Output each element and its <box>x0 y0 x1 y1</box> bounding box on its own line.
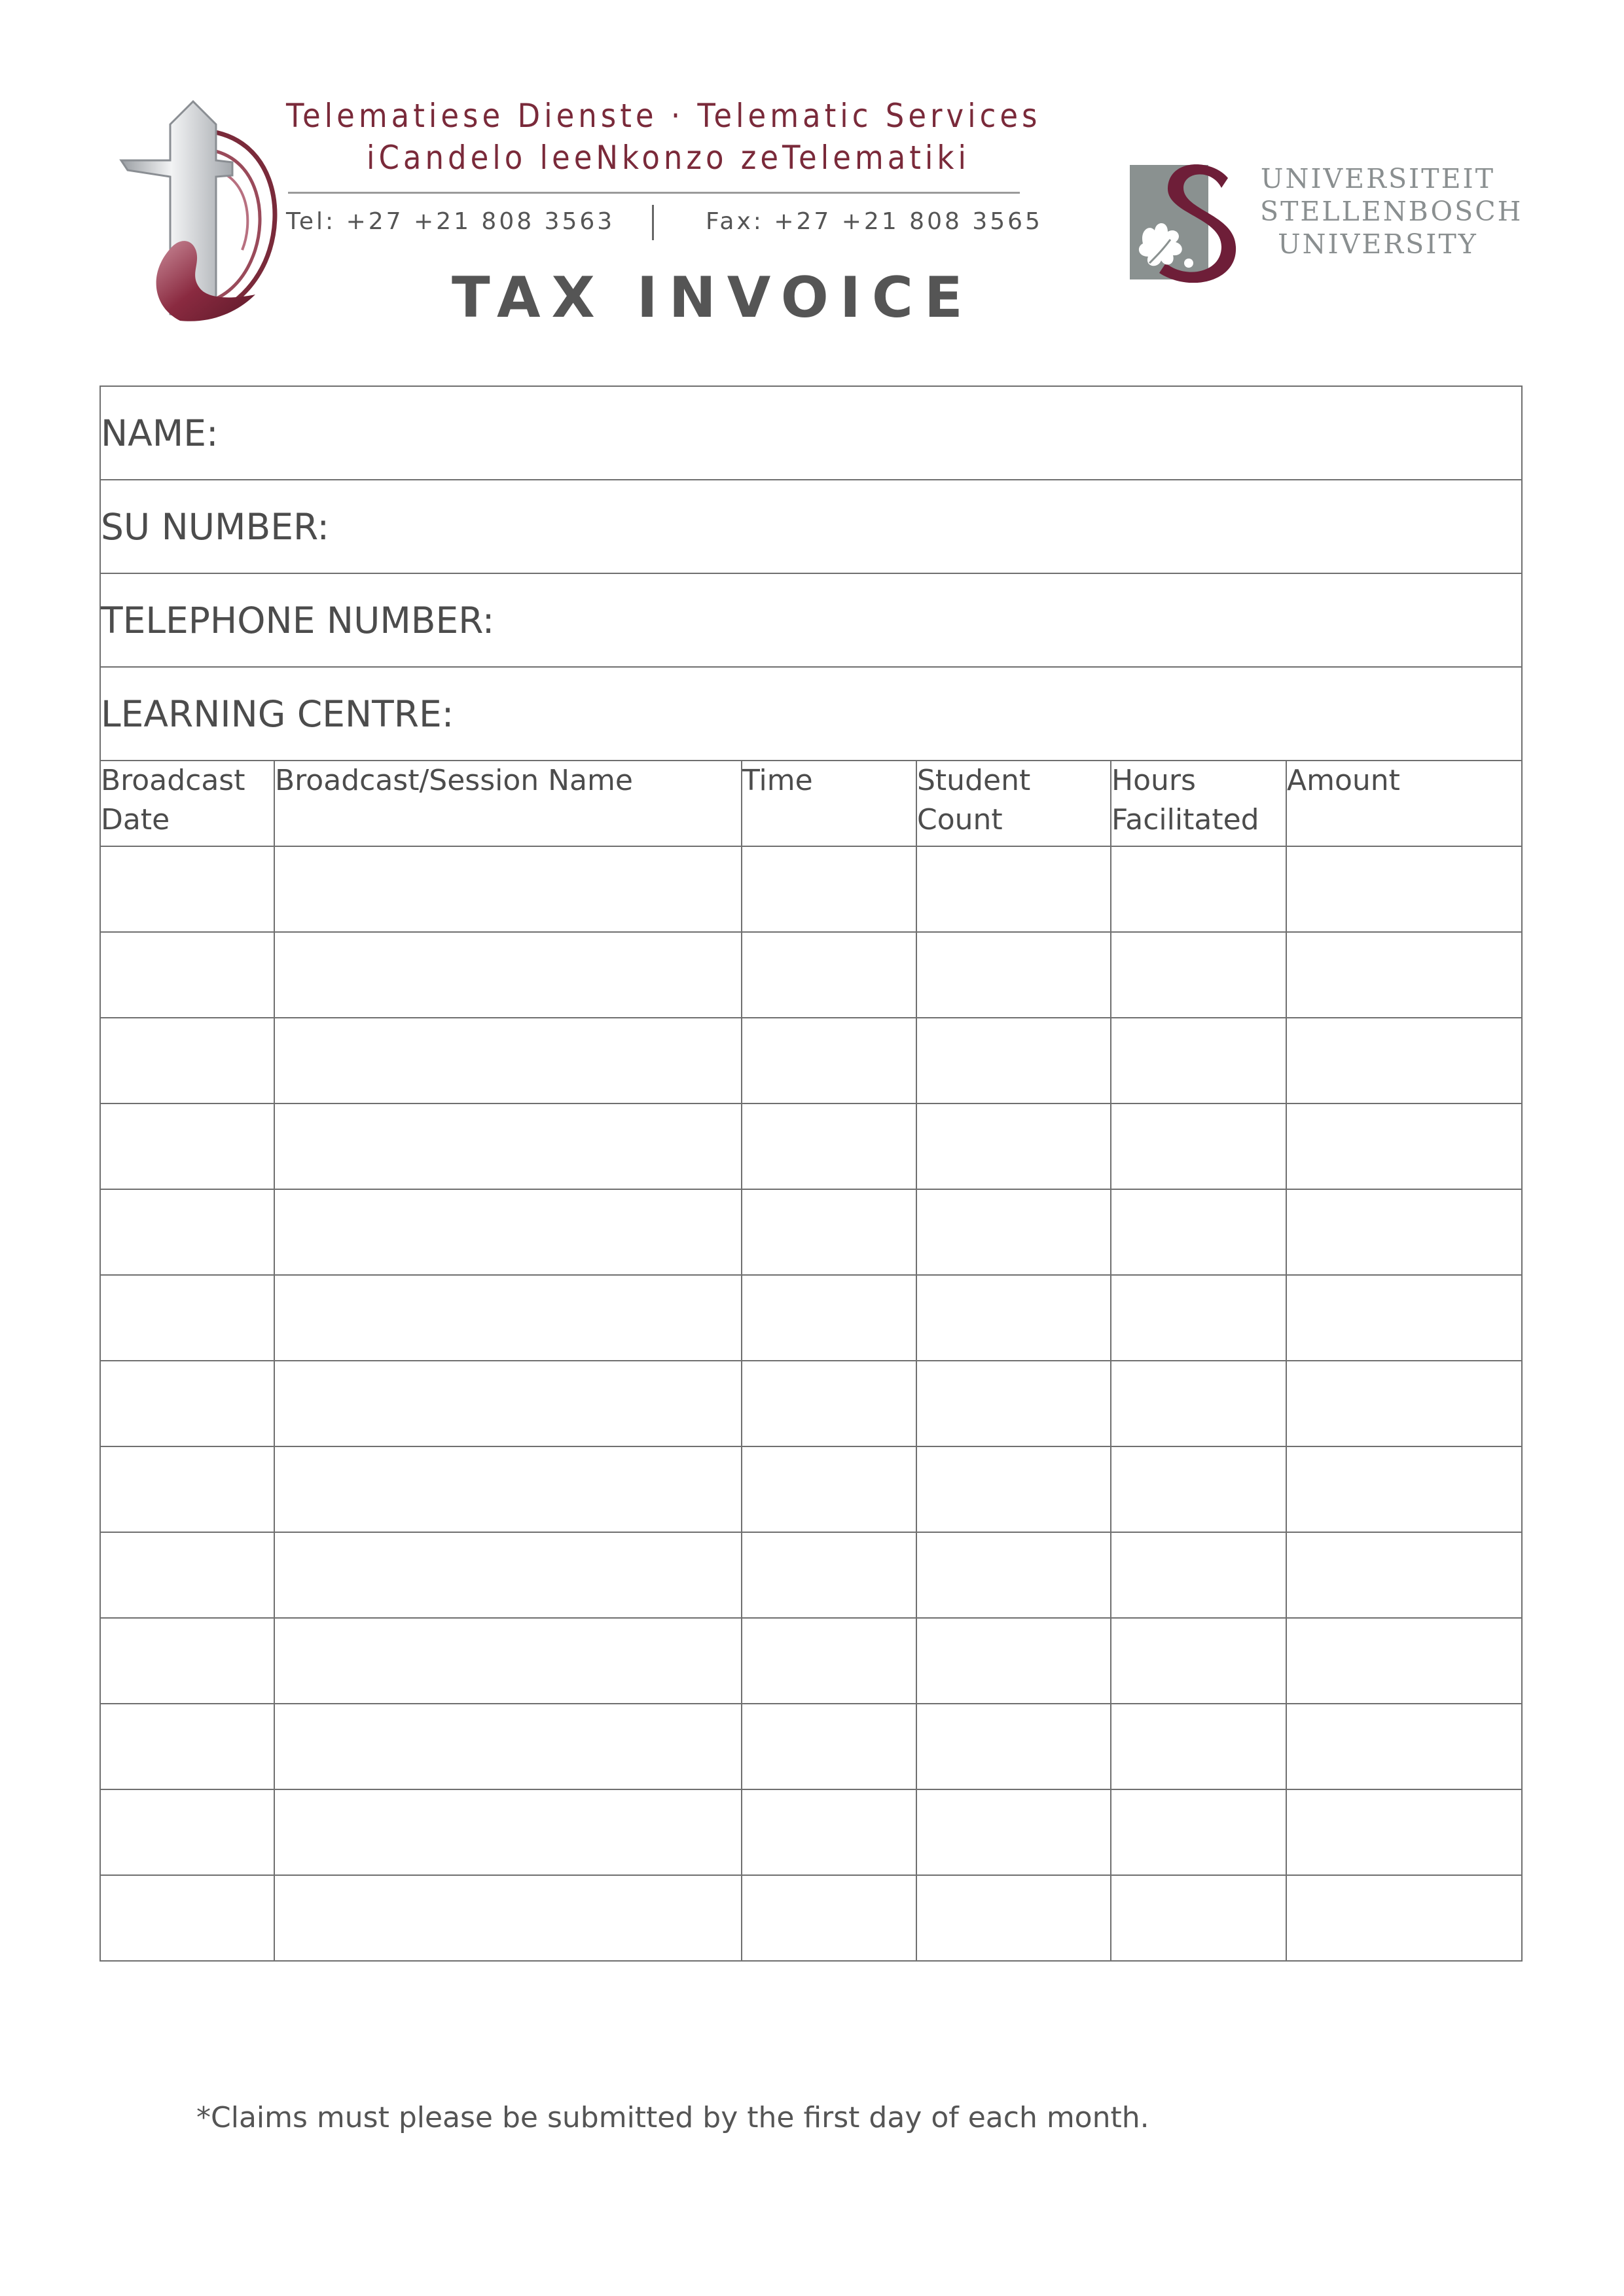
amount-cell[interactable] <box>1286 846 1522 932</box>
telephone-number-label: TELEPHONE NUMBER: <box>101 599 495 641</box>
hours-facilitated-cell[interactable] <box>1111 1789 1286 1875</box>
su-number-field[interactable] <box>100 480 1522 573</box>
name-label: NAME: <box>101 412 219 454</box>
broadcast-date-cell[interactable] <box>100 1361 274 1446</box>
table-header-row <box>100 761 1522 846</box>
broadcast-date-cell[interactable] <box>100 1532 274 1618</box>
column-header-amount: Amount <box>1286 761 1522 846</box>
student-count-cell[interactable] <box>916 846 1111 932</box>
broadcast-date-cell[interactable] <box>100 1275 274 1361</box>
amount-cell[interactable] <box>1286 1103 1522 1189</box>
header-divider <box>288 192 1020 194</box>
table-body <box>100 846 1522 1961</box>
stellenbosch-university-logo <box>1130 158 1238 283</box>
time-cell[interactable] <box>742 1704 916 1789</box>
session-name-cell[interactable] <box>274 1875 742 1961</box>
time-cell[interactable] <box>742 1361 916 1446</box>
table-row <box>100 1361 1522 1446</box>
time-cell[interactable] <box>742 1446 916 1532</box>
table-row <box>100 1275 1522 1361</box>
broadcast-date-cell[interactable] <box>100 1018 274 1103</box>
table-row <box>100 1103 1522 1189</box>
student-count-cell[interactable] <box>916 1018 1111 1103</box>
broadcast-date-cell[interactable] <box>100 1446 274 1532</box>
column-header-student-count: Student Count <box>916 761 1111 846</box>
session-name-cell[interactable] <box>274 1189 742 1275</box>
service-name-line: Telematiese Dienste · Telematic Services <box>286 97 1041 135</box>
table-row <box>100 1532 1522 1618</box>
amount-cell[interactable] <box>1286 932 1522 1018</box>
table-row <box>100 1446 1522 1532</box>
table-row <box>100 1789 1522 1875</box>
time-cell[interactable] <box>742 1275 916 1361</box>
table-row <box>100 846 1522 932</box>
amount-cell[interactable] <box>1286 1018 1522 1103</box>
time-cell[interactable] <box>742 846 916 932</box>
table-row <box>100 932 1522 1018</box>
su-number-label: SU NUMBER: <box>101 505 330 548</box>
column-header-hours-facilitated: Hours Facilitated <box>1111 761 1286 846</box>
table-row <box>100 1618 1522 1704</box>
telephone-number-field[interactable] <box>100 573 1522 667</box>
claims-footnote: *Claims must please be submitted by the first day of each month. <box>196 2101 1149 2134</box>
hours-facilitated-cell[interactable] <box>1111 1618 1286 1704</box>
broadcast-date-cell[interactable] <box>100 932 274 1018</box>
hours-facilitated-cell[interactable] <box>1111 1018 1286 1103</box>
student-count-cell[interactable] <box>916 1532 1111 1618</box>
student-count-cell[interactable] <box>916 1103 1111 1189</box>
su-number-field-row <box>100 480 1522 573</box>
name-field-row <box>100 386 1522 480</box>
student-count-cell[interactable] <box>916 1704 1111 1789</box>
university-name-afrikaans: UNIVERSITEIT <box>1260 163 1496 194</box>
session-name-cell[interactable] <box>274 1275 742 1361</box>
session-name-cell[interactable] <box>274 1103 742 1189</box>
session-name-cell[interactable] <box>274 932 742 1018</box>
invoice-form-table <box>99 386 1523 1962</box>
university-name <box>1260 162 1523 260</box>
amount-cell[interactable] <box>1286 1275 1522 1361</box>
time-cell[interactable] <box>742 1189 916 1275</box>
broadcast-date-cell[interactable] <box>100 1789 274 1875</box>
student-count-cell[interactable] <box>916 1275 1111 1361</box>
hours-facilitated-cell[interactable] <box>1111 1361 1286 1446</box>
column-header-broadcast-date: Broadcast Date <box>100 761 274 846</box>
time-cell[interactable] <box>742 932 916 1018</box>
session-name-cell[interactable] <box>274 1532 742 1618</box>
column-header-time: Time <box>742 761 916 846</box>
time-cell[interactable] <box>742 1018 916 1103</box>
session-name-cell[interactable] <box>274 1789 742 1875</box>
table-row <box>100 1189 1522 1275</box>
column-header-session-name: Broadcast/Session Name <box>274 761 742 846</box>
telephone-contact: Tel: +27 +21 808 3563 <box>286 208 615 235</box>
time-cell[interactable] <box>742 1532 916 1618</box>
student-count-cell[interactable] <box>916 1618 1111 1704</box>
broadcast-date-cell[interactable] <box>100 1875 274 1961</box>
hours-facilitated-cell[interactable] <box>1111 1446 1286 1532</box>
amount-cell[interactable] <box>1286 1789 1522 1875</box>
amount-cell[interactable] <box>1286 1446 1522 1532</box>
hours-facilitated-cell[interactable] <box>1111 1275 1286 1361</box>
hours-facilitated-cell[interactable] <box>1111 1189 1286 1275</box>
service-name-xhosa-line: iCandelo leeNkonzo zeTelematiki <box>367 139 970 177</box>
session-name-cell[interactable] <box>274 1361 742 1446</box>
student-count-cell[interactable] <box>916 1189 1111 1275</box>
amount-cell[interactable] <box>1286 1704 1522 1789</box>
document-title: TAX INVOICE <box>452 265 974 331</box>
time-cell[interactable] <box>742 1875 916 1961</box>
time-cell[interactable] <box>742 1618 916 1704</box>
university-name-place: STELLENBOSCH <box>1260 196 1523 227</box>
learning-centre-label: LEARNING CENTRE: <box>101 692 454 735</box>
time-cell[interactable] <box>742 1103 916 1189</box>
amount-cell[interactable] <box>1286 1532 1522 1618</box>
session-name-cell[interactable] <box>274 1704 742 1789</box>
university-name-english: UNIVERSITY <box>1278 228 1478 260</box>
amount-cell[interactable] <box>1286 1618 1522 1704</box>
session-name-cell[interactable] <box>274 846 742 932</box>
table-row <box>100 1018 1522 1103</box>
learning-centre-field-row <box>100 667 1522 761</box>
time-cell[interactable] <box>742 1789 916 1875</box>
name-field[interactable] <box>100 386 1522 480</box>
broadcast-date-cell[interactable] <box>100 846 274 932</box>
invoice-header <box>0 0 1624 367</box>
session-name-cell[interactable] <box>274 1018 742 1103</box>
student-count-cell[interactable] <box>916 1875 1111 1961</box>
hours-facilitated-cell[interactable] <box>1111 1704 1286 1789</box>
fax-contact: Fax: +27 +21 808 3565 <box>706 208 1043 235</box>
telematic-services-logo <box>108 98 291 327</box>
learning-centre-field[interactable] <box>100 667 1522 761</box>
table-row <box>100 1875 1522 1961</box>
broadcast-date-cell[interactable] <box>100 1618 274 1704</box>
student-count-cell[interactable] <box>916 1361 1111 1446</box>
student-count-cell[interactable] <box>916 932 1111 1018</box>
hours-facilitated-cell[interactable] <box>1111 1103 1286 1189</box>
amount-cell[interactable] <box>1286 1361 1522 1446</box>
broadcast-date-cell[interactable] <box>100 1103 274 1189</box>
contact-separator <box>652 205 654 240</box>
amount-cell[interactable] <box>1286 1189 1522 1275</box>
broadcast-date-cell[interactable] <box>100 1189 274 1275</box>
amount-cell[interactable] <box>1286 1875 1522 1961</box>
telephone-field-row <box>100 573 1522 667</box>
session-name-cell[interactable] <box>274 1446 742 1532</box>
hours-facilitated-cell[interactable] <box>1111 1532 1286 1618</box>
student-count-cell[interactable] <box>916 1789 1111 1875</box>
table-row <box>100 1704 1522 1789</box>
student-count-cell[interactable] <box>916 1446 1111 1532</box>
broadcast-date-cell[interactable] <box>100 1704 274 1789</box>
hours-facilitated-cell[interactable] <box>1111 846 1286 932</box>
hours-facilitated-cell[interactable] <box>1111 1875 1286 1961</box>
hours-facilitated-cell[interactable] <box>1111 932 1286 1018</box>
session-name-cell[interactable] <box>274 1618 742 1704</box>
